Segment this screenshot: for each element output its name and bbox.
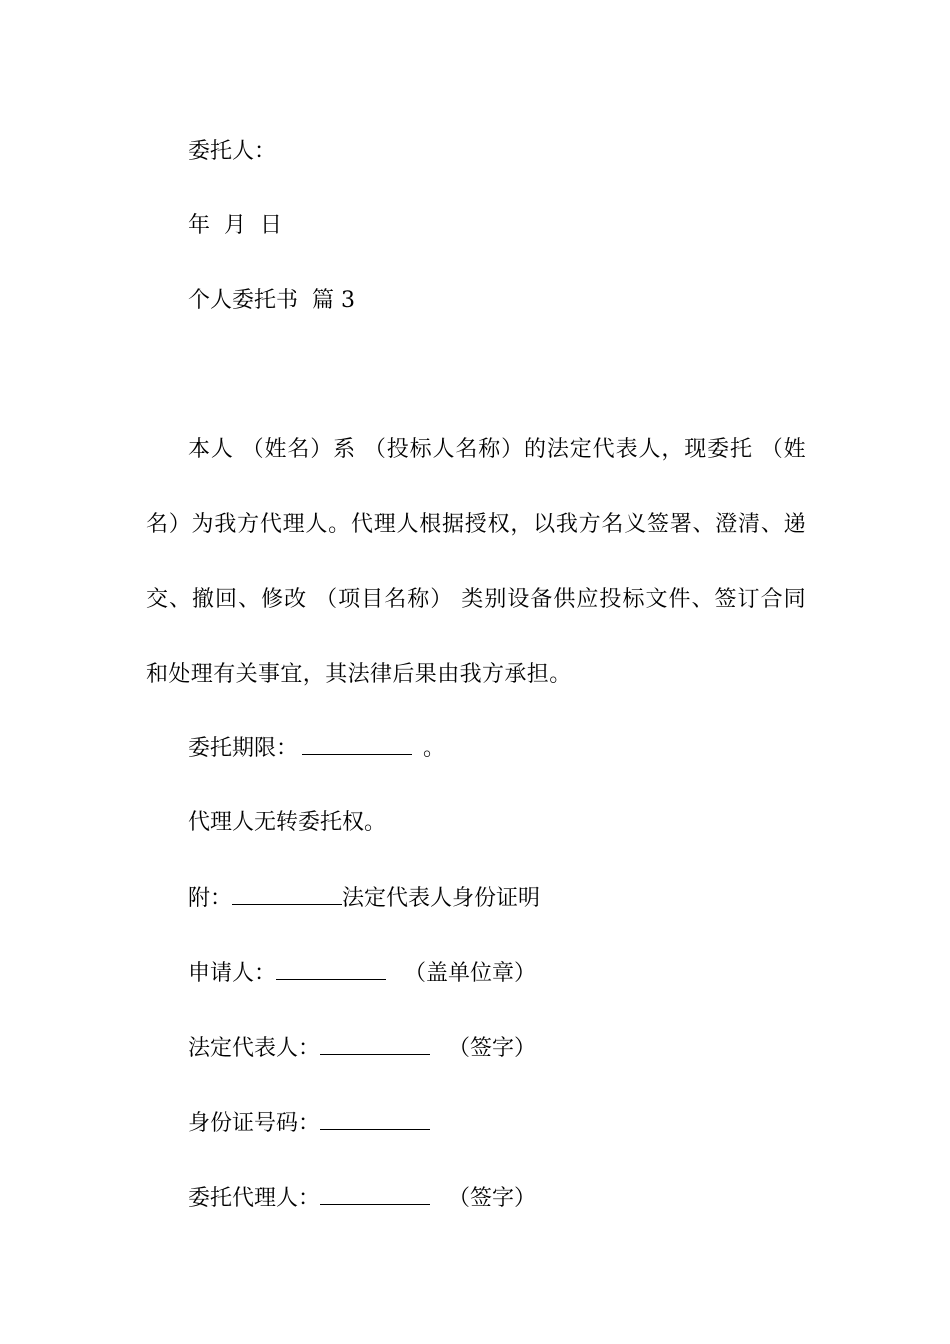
id-number-blank (320, 1109, 430, 1130)
agent-label: 委托代理人： (188, 1186, 321, 1211)
legal-rep-suffix: （签字） (448, 1036, 537, 1061)
agent-line (188, 1184, 536, 1213)
applicant-blank (276, 959, 386, 980)
legal-rep-label: 法定代表人： (188, 1036, 321, 1061)
id-number-label: 身份证号码： (188, 1111, 321, 1136)
term-blank (302, 734, 412, 755)
attachment-line (188, 884, 540, 913)
id-number-line (188, 1109, 434, 1138)
section-title (188, 287, 355, 315)
term-line (188, 734, 445, 763)
agent-suffix: （签字） (448, 1186, 537, 1211)
legal-rep-blank (320, 1034, 430, 1055)
applicant-line (188, 959, 536, 988)
attachment-blank (232, 884, 342, 905)
applicant-label: 申请人： (188, 961, 277, 986)
principal-line (188, 138, 276, 166)
term-label: 委托期限： (188, 736, 299, 761)
body-paragraph-text: 本人 （姓名）系 （投标人名称）的法定代表人，现委托 （姓名）为我方代理人。代理人根据授权，以我方名义签署、澄清、递交、撤回、修改 （项目名称） 类别设备供应投标文件、签订合同和处理有关事宜，其法律后果由我方承担。 (146, 437, 806, 687)
date-line (188, 212, 282, 240)
attachment-text: 法定代表人身份证明 (342, 886, 541, 911)
body-paragraph (146, 412, 806, 712)
section-title-text: 个人委托书 篇 3 (188, 288, 355, 313)
no-transfer-line (188, 809, 386, 837)
term-suffix: 。 (416, 736, 446, 761)
attachment-label: 附： (188, 886, 233, 911)
agent-blank (320, 1184, 430, 1205)
date-text: 年 月 日 (188, 213, 282, 238)
legal-rep-line (188, 1034, 536, 1063)
applicant-suffix: （盖单位章） (404, 961, 537, 986)
principal-label: 委托人： (188, 139, 277, 164)
no-transfer-text: 代理人无转委托权。 (188, 810, 387, 835)
